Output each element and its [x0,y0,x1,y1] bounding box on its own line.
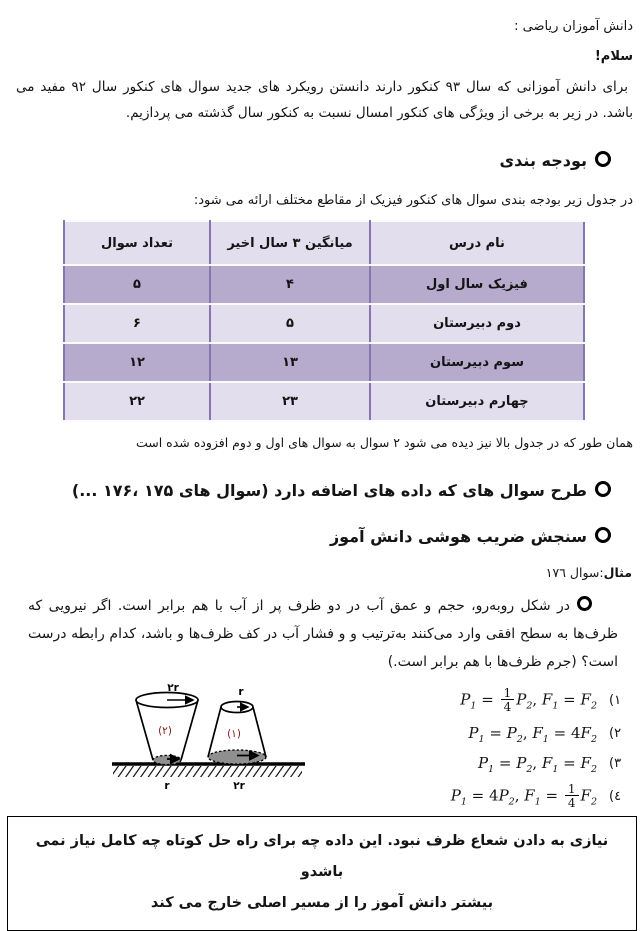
vessel-2-water-base [153,755,181,764]
table-row [64,304,584,343]
table-cell: دوم دبیرستان [370,304,584,343]
figure-wrap [109,682,309,800]
table-cell: ۱۲ [64,343,210,382]
circle-bullet-icon [595,481,611,497]
example-label-rest: :سوال ١٧٦ [545,565,604,580]
vessel2-top-radius-label: ۲r [167,682,179,694]
table-cell: ۵ [210,304,370,343]
budget-heading-text: بودجه بندی [499,151,587,170]
option-number: (٣ [609,755,622,771]
table-row [64,382,584,421]
circle-bullet-icon [577,596,592,611]
section-heading-budget [12,150,611,172]
note-line-1: نیازی به دادن شعاع ظرف نبود. این داده چه برای راه حل کوتاه چه کامل نیاز نمی باشدو [35,833,609,880]
table-row [64,343,584,382]
col-header-average: میانگین ۳ سال اخیر [210,221,370,265]
question-paragraph [28,592,618,676]
vessel-1-water-base [208,750,266,764]
question-text: در شکل روبه‌رو، حجم و عمق آب در دو ظرف پر از آب با هم برابر است. اگر نیرویی که ظرف‌ها به سطح افقی وارد می‌کنند به‌ترتیب و و فشار آب در کف ظرف‌ها و باشد، کدام رابطه درست است؟ (جرم ظرف‌ها با هم برابر است.) [28,598,618,670]
conclusion-note-box [7,816,637,931]
pressure-vessels-figure [109,682,309,796]
answer-option-1 [395,682,633,718]
vessel1-id-label: (۱) [227,728,241,740]
table-cell: چهارم دبیرستان [370,382,584,421]
intro-paragraph: برای دانش آموزانی که سال ۹۳ کنکور دارند دانستن رویکرد های جدید سوال های کنکور سال ۹۲ مفید می باشد. در زیر به برخی از ویژگی های کنکور امسال نسبت به کنکور سال گذشته می پردازیم. [16,79,633,121]
example-row [12,680,633,812]
table-cell: ۲۲ [64,382,210,421]
section-heading-extra-data [12,480,611,502]
table-cell: سوم دبیرستان [370,343,584,382]
option-formula: $P_1$ = $\frac{1}{4}$ $P_2$, $F_1 = F_2$ [460,685,597,714]
option-number: (٤ [609,788,622,804]
circle-bullet-icon [595,527,611,543]
option-number: (١ [609,692,622,708]
table-cell: فیزیک سال اول [370,265,584,304]
table-row [64,265,584,304]
option-formula: $P_1 = P_2$, $F_1 = F_2$ [477,754,597,775]
vessel1-top-radius-label: r [238,686,244,698]
iq-heading-text: سنجش ضریب هوشی دانش آموز [329,527,587,546]
table-intro-line: در جدول زیر بودجه بندی سوال های کنکور فیزیک از مقاطع مختلف ارائه می شود: [193,193,633,208]
option-formula: $P_1 = P_2$, $F_1 = 4F_2$ [468,724,597,745]
table-header-row [64,221,584,265]
answer-option-4 [395,778,633,814]
col-header-course: نام درس [370,221,584,265]
answer-option-3 [395,748,633,778]
students-line: دانش آموزان ریاضی : [514,19,633,34]
col-header-count: تعداد سوال [64,221,210,265]
table-cell: ۴ [210,265,370,304]
option-formula: $P_1 = 4P_2$, $F_1$ = $\frac{1}{4}$ $F_2$ [450,781,597,810]
note-line-2: بیشتر دانش آموز را از مسیر اصلی خارج می کند [150,895,494,911]
example-label-line [12,564,632,582]
table-cell: ۶ [64,304,210,343]
vessel2-bottom-radius-label: r [164,780,170,792]
table-cell: ۱۳ [210,343,370,382]
vessel2-id-label: (۲) [158,725,172,737]
table-cell: ۵ [64,265,210,304]
section-heading-iq [12,526,611,548]
table-cell: ۲۳ [210,382,370,421]
table-note-line: همان طور که در جدول بالا نیز دیده می شود ۲ سوال به سوال های اول و دوم افزوده شده است [135,435,633,450]
ground-hatching [113,766,302,777]
circle-bullet-icon [595,151,611,167]
vessel1-bottom-radius-label: ۲r [233,780,245,792]
greeting-line: سلام! [594,49,633,64]
answer-options [395,680,633,814]
extra-data-heading-text: طرح سوال های که داده های اضافه دارد (سوال های ۱۷۵ ،۱۷۶ ...) [71,481,587,500]
budget-table [63,220,585,422]
answer-option-2 [395,718,633,748]
example-label-bold: مثال [603,565,632,580]
option-number: (٢ [609,725,622,741]
